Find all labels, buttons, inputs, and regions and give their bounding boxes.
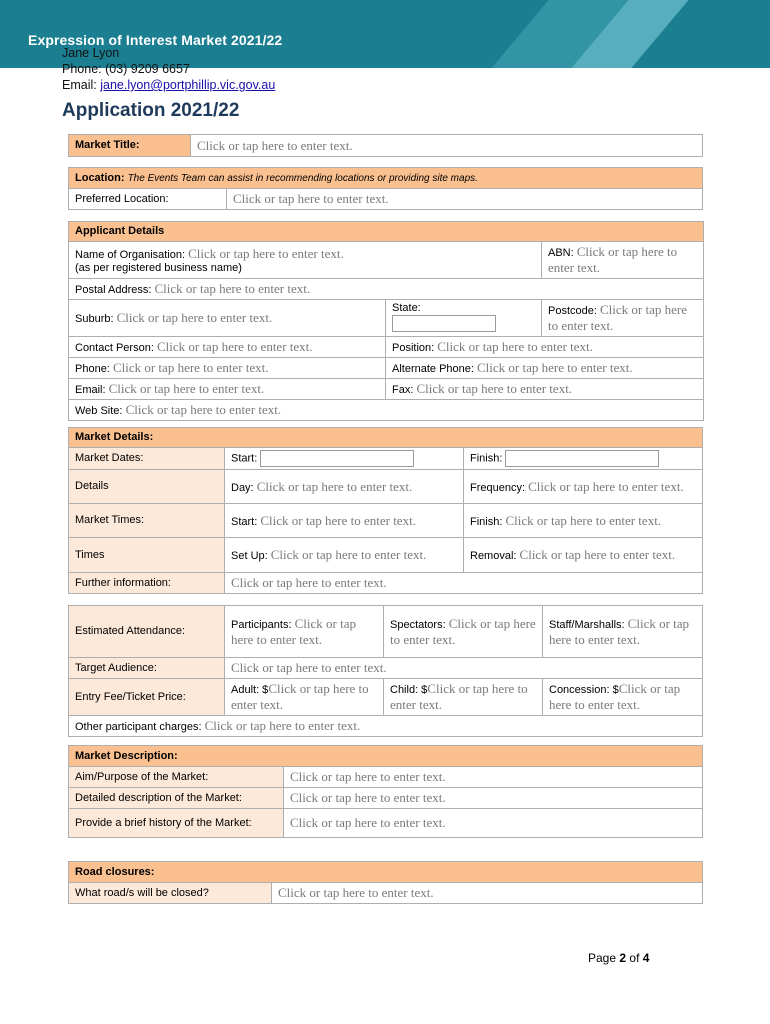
email-field-label: Email: <box>75 384 106 396</box>
adult-fee-placeholder: Click or tap here to enter text. <box>231 681 369 712</box>
target-audience-input[interactable] <box>225 658 703 679</box>
postal-address-label: Postal Address: <box>75 284 152 296</box>
page-of: of <box>629 951 640 965</box>
frequency-label: Frequency: <box>470 481 526 494</box>
finish-time-input[interactable] <box>464 504 703 538</box>
spectators-input[interactable] <box>384 606 543 658</box>
phone-placeholder: Click or tap here to enter text. <box>112 360 269 375</box>
day-input[interactable] <box>225 470 464 504</box>
setup-placeholder: Click or tap here to enter text. <box>270 547 427 562</box>
alternate-phone-label: Alternate Phone: <box>392 363 474 375</box>
page-title: Application 2021/22 <box>62 100 240 121</box>
market-details-table <box>68 427 703 594</box>
market-dates-label: Market Dates: <box>69 448 225 470</box>
postcode-label: Postcode: <box>548 305 597 317</box>
state-label: State: <box>392 302 421 314</box>
detailed-description-label: Detailed description of the Market: <box>69 788 284 809</box>
market-title-placeholder: Click or tap here to enter text. <box>197 137 353 153</box>
page-prefix: Page <box>588 951 617 965</box>
market-title-input[interactable] <box>191 135 703 157</box>
other-charges-label: Other participant charges: <box>75 721 202 733</box>
email-placeholder: Click or tap here to enter text. <box>108 381 265 396</box>
contact-email-link[interactable]: jane.lyon@portphillip.vic.gov.au <box>100 78 276 92</box>
concession-fee-label: Concession: $ <box>549 684 619 696</box>
start-time-placeholder: Click or tap here to enter text. <box>260 512 416 528</box>
setup-times-label: Times <box>69 538 225 573</box>
other-charges-placeholder: Click or tap here to enter text. <box>204 718 361 733</box>
staff-label: Staff/Marshalls: <box>549 618 625 631</box>
position-input[interactable] <box>386 337 704 358</box>
organisation-sub-label: (as per registered business name) <box>75 261 242 274</box>
other-charges-input[interactable] <box>69 716 703 737</box>
detailed-description-input[interactable] <box>284 788 703 809</box>
finish-date-cell <box>464 448 703 470</box>
contact-person-label: Contact Person: <box>75 342 154 354</box>
suburb-placeholder: Click or tap here to enter text. <box>116 310 273 325</box>
roads-closed-label: What road/s will be closed? <box>69 883 272 904</box>
setup-input[interactable] <box>225 538 464 573</box>
road-closures-heading: Road closures: <box>69 862 703 883</box>
email-input[interactable] <box>69 379 386 400</box>
website-input[interactable] <box>69 400 704 421</box>
postcode-placeholder: Click or tap here to enter text. <box>548 302 687 333</box>
banner-title: Expression of Interest Market 2021/22 <box>28 32 283 48</box>
page-total: 4 <box>642 951 650 965</box>
removal-label: Removal: <box>470 550 517 562</box>
child-fee-label: Child: $ <box>390 684 428 696</box>
further-info-input[interactable] <box>225 573 703 594</box>
history-input[interactable] <box>284 809 703 838</box>
participants-placeholder: Click or tap here to enter text. <box>231 615 356 647</box>
further-info-label: Further information: <box>69 573 225 594</box>
location-heading <box>69 168 703 189</box>
abn-placeholder: Click or tap here to enter text. <box>548 244 678 275</box>
participants-input[interactable] <box>225 606 384 658</box>
website-label: Web Site: <box>75 405 123 417</box>
preferred-location-input[interactable] <box>227 189 703 210</box>
abn-label: ABN: <box>548 247 574 259</box>
location-table <box>68 167 703 210</box>
details-label: Details <box>69 470 225 504</box>
further-info-placeholder: Click or tap here to enter text. <box>231 575 387 590</box>
attendance-table <box>68 605 703 737</box>
finish-time-placeholder: Click or tap here to enter text. <box>505 512 662 528</box>
applicant-table <box>68 221 704 421</box>
target-audience-placeholder: Click or tap here to enter text. <box>231 660 387 675</box>
page-current: 2 <box>619 951 627 965</box>
adult-fee-label: Adult: $ <box>231 684 269 696</box>
participants-label: Participants: <box>231 618 292 631</box>
staff-input[interactable] <box>543 606 703 658</box>
roads-closed-placeholder: Click or tap here to enter text. <box>278 885 434 900</box>
state-input[interactable] <box>392 315 496 332</box>
aim-label: Aim/Purpose of the Market: <box>69 767 284 788</box>
history-placeholder: Click or tap here to enter text. <box>290 815 446 830</box>
finish-date-input[interactable] <box>505 450 659 467</box>
organisation-placeholder: Click or tap here to enter text. <box>188 245 344 261</box>
abn-input[interactable] <box>542 242 704 279</box>
finish-time-label: Finish: <box>470 515 503 528</box>
frequency-input[interactable] <box>464 470 703 504</box>
staff-placeholder: Click or tap here to enter text. <box>549 615 690 647</box>
suburb-input[interactable] <box>69 300 386 337</box>
market-times-label: Market Times: <box>69 504 225 538</box>
preferred-location-label: Preferred Location: <box>69 189 227 210</box>
start-date-cell <box>225 448 464 470</box>
market-details-heading: Market Details: <box>69 428 703 448</box>
frequency-placeholder: Click or tap here to enter text. <box>528 478 684 494</box>
spectators-label: Spectators: <box>390 618 446 631</box>
email-label: Email: <box>62 78 97 92</box>
organisation-label: Name of Organisation: <box>75 248 186 261</box>
day-placeholder: Click or tap here to enter text. <box>256 478 413 494</box>
spectators-placeholder: Click or tap here to enter text. <box>390 615 536 647</box>
road-closures-table <box>68 861 703 904</box>
postcode-input[interactable] <box>542 300 704 337</box>
estimated-attendance-label: Estimated Attendance: <box>69 606 225 658</box>
finish-date-label: Finish: <box>470 452 503 465</box>
child-fee-placeholder: Click or tap here to enter text. <box>390 681 528 712</box>
roads-closed-input[interactable] <box>272 883 703 904</box>
aim-input[interactable] <box>284 767 703 788</box>
detailed-description-placeholder: Click or tap here to enter text. <box>290 790 446 805</box>
contact-name: Jane Lyon <box>62 46 120 60</box>
website-placeholder: Click or tap here to enter text. <box>125 402 282 417</box>
organisation-input[interactable] <box>69 242 542 279</box>
contact-phone: Phone: (03) 9209 6657 <box>62 62 190 76</box>
setup-label: Set Up: <box>231 550 268 562</box>
start-date-input[interactable] <box>260 450 414 467</box>
start-time-input[interactable] <box>225 504 464 538</box>
alternate-phone-placeholder: Click or tap here to enter text. <box>477 360 633 375</box>
state-cell <box>386 300 542 337</box>
fax-input[interactable] <box>386 379 704 400</box>
description-table <box>68 745 703 838</box>
suburb-label: Suburb: <box>75 313 114 325</box>
fax-label: Fax: <box>392 384 414 396</box>
fax-placeholder: Click or tap here to enter text. <box>416 381 573 396</box>
market-title-table <box>68 134 703 157</box>
contact-person-input[interactable] <box>69 337 386 358</box>
concession-fee-placeholder: Click or tap here to enter text. <box>549 681 681 712</box>
phone-input[interactable] <box>69 358 386 379</box>
position-label: Position: <box>392 342 435 354</box>
removal-input[interactable] <box>464 538 703 573</box>
contact-person-placeholder: Click or tap here to enter text. <box>156 339 313 354</box>
entry-fee-label: Entry Fee/Ticket Price: <box>69 679 225 716</box>
alternate-phone-input[interactable] <box>386 358 704 379</box>
start-time-label: Start: <box>231 515 258 528</box>
postal-address-input[interactable] <box>69 279 704 300</box>
aim-placeholder: Click or tap here to enter text. <box>290 769 446 784</box>
location-note: The Events Team can assist in recommending locations or providing site maps. <box>127 172 478 184</box>
contact-email-line <box>62 78 275 93</box>
adult-fee-input[interactable] <box>225 679 384 716</box>
phone-label: Phone: <box>75 363 110 375</box>
preferred-location-placeholder: Click or tap here to enter text. <box>233 191 389 206</box>
location-heading-label: Location: <box>75 171 125 184</box>
child-fee-input[interactable] <box>384 679 543 716</box>
position-placeholder: Click or tap here to enter text. <box>437 339 593 354</box>
postal-address-placeholder: Click or tap here to enter text. <box>154 281 311 296</box>
removal-placeholder: Click or tap here to enter text. <box>519 547 676 562</box>
market-title-label: Market Title: <box>69 135 191 157</box>
page-number <box>588 951 649 965</box>
history-label: Provide a brief history of the Market: <box>69 809 284 838</box>
applicant-heading: Applicant Details <box>69 222 704 242</box>
description-heading: Market Description: <box>69 746 703 767</box>
concession-fee-input[interactable] <box>543 679 703 716</box>
target-audience-label: Target Audience: <box>69 658 225 679</box>
day-label: Day: <box>231 481 254 494</box>
start-date-label: Start: <box>231 452 258 465</box>
